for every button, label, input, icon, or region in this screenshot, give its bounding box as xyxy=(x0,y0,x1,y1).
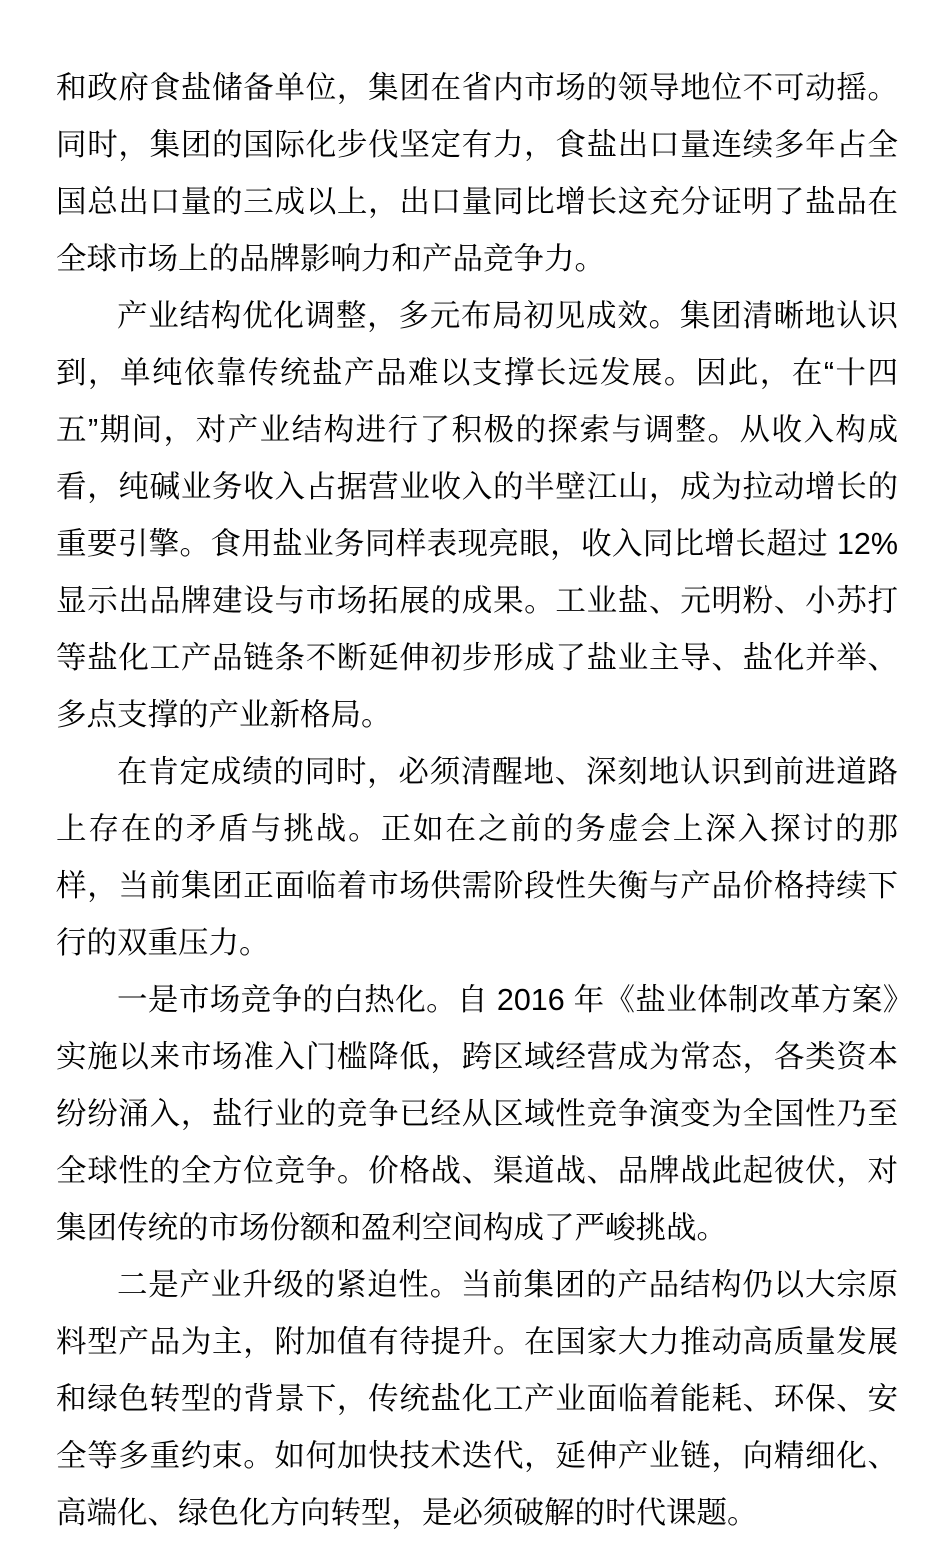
paragraph-5: 二是产业升级的紧迫性。当前集团的产品结构仍以大宗原料型产品为主，附加值有待提升。在国家大力推动高质量发展和绿色转型的背景下，传统盐化工产业面临着能耗、环保、安全等多重约束。如何加快技术迭代，延伸产业链，向精细化、高端化、绿色化方向转型，是必须破解的时代课题。 xyxy=(56,1268,898,1530)
paragraph-4: 一是市场竞争的白热化。自 2016 年《盐业体制改革方案》实施以来市场准入门槛降低，跨区域经营成为常态，各类资本纷纷涌入，盐行业的竞争已经从区域性竞争演变为全国性乃至全球性的全方位竞争。价格战、渠道战、品牌战此起彼伏，对集团传统的市场份额和盈利空间构成了严峻挑战。 xyxy=(56,983,898,1245)
paragraph-1: 和政府食盐储备单位，集团在省内市场的领导地位不可动摇。同时，集团的国际化步伐坚定有力，食盐出口量连续多年占全国总出口量的三成以上，出口量同比增长这充分证明了盐品在全球市场上的品牌影响力和产品竞争力。 xyxy=(56,71,898,276)
paragraph-2: 产业结构优化调整，多元布局初见成效。集团清晰地认识到，单纯依靠传统盐产品难以支撑长远发展。因此，在“十四五”期间，对产业结构进行了积极的探索与调整。从收入构成看，纯碱业务收入占据营业收入的半壁江山，成为拉动增长的重要引擎。食用盐业务同样表现亮眼，收入同比增长超过 12%显示出品牌建设与市场拓展的成果。工业盐、元明粉、小苏打等盐化工产品链条不断延伸初步形成了盐业主导、盐化并举、多点支撑的产业新格局。 xyxy=(56,299,898,732)
paragraph-3: 在肯定成绩的同时，必须清醒地、深刻地认识到前进道路上存在的矛盾与挑战。正如在之前的务虚会上深入探讨的那样，当前集团正面临着市场供需阶段性失衡与产品价格持续下行的双重压力。 xyxy=(56,755,898,960)
document-body xyxy=(56,60,898,1542)
